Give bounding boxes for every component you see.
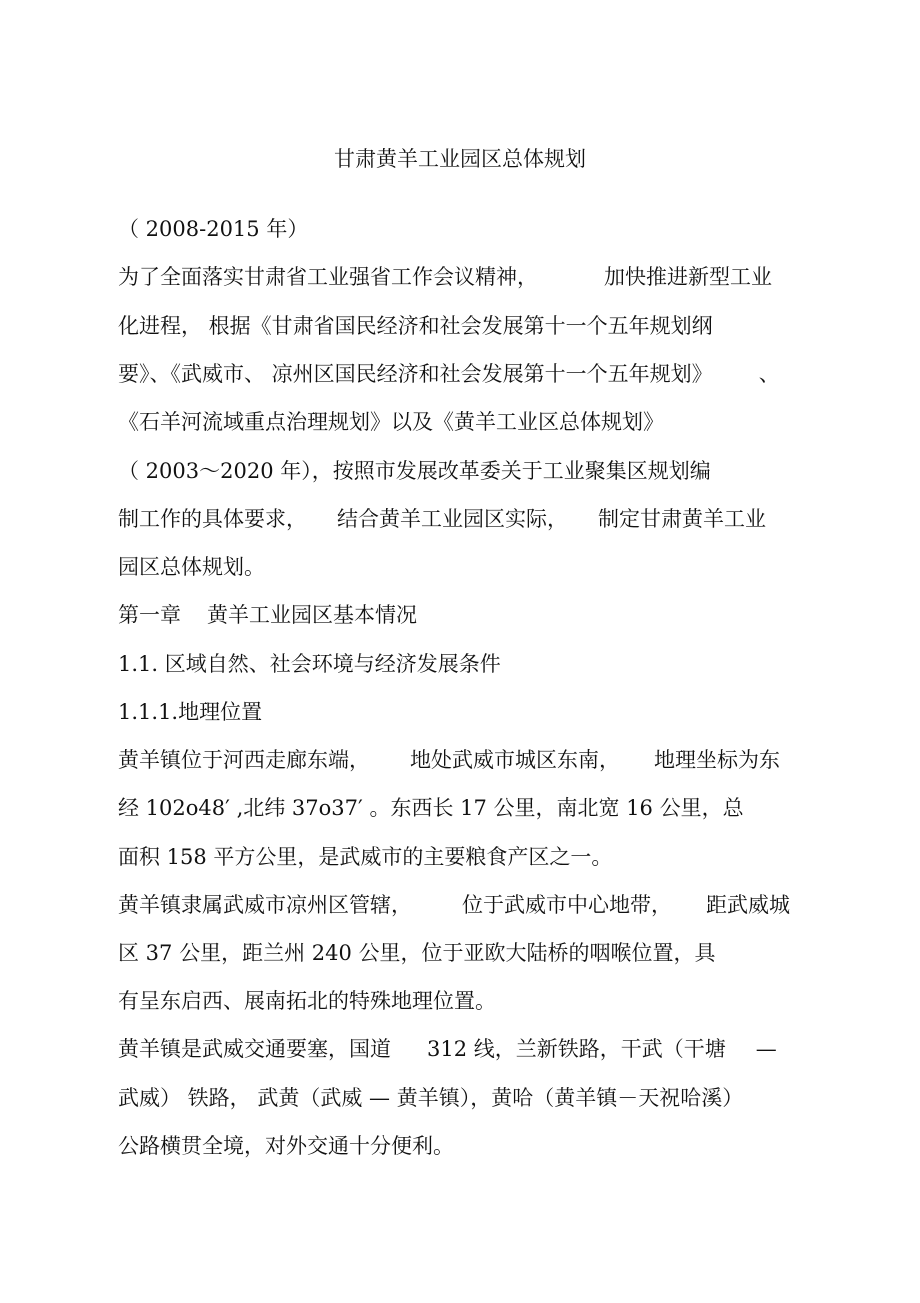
para-text: 黄羊镇隶属武威市凉州区管辖， xyxy=(118,893,412,917)
para-text: 黄羊镇是武威交通要塞，国道 xyxy=(118,1037,391,1061)
intro-line-2: 化进程， 根据《甘肃省国民经济和社会发展第十一个五年规划纲 xyxy=(118,314,713,338)
para-text: 位于武威市中心地带， xyxy=(462,893,672,917)
section-heading-1-1-1: 1.1.1.地理位置 xyxy=(118,700,263,724)
intro-text: 制工作的具体要求， xyxy=(118,507,307,531)
para-text: 312 线，兰新铁路，干武（干塘 xyxy=(427,1037,726,1061)
intro-line-6 xyxy=(118,504,766,534)
para-text: 地处武威市城区东南， xyxy=(410,748,620,772)
document-title: 甘肃黄羊工业园区总体规划 xyxy=(334,147,586,171)
intro-line-5: （ 2003～2020 年），按照市发展改革委关于工业聚集区规划编 xyxy=(118,459,711,483)
para3-line-2: 武威） 铁路， 武黄（武威 — 黄羊镇），黄哈（黄羊镇－天祝哈溪） xyxy=(118,1086,744,1110)
para3-line-1 xyxy=(118,1034,777,1064)
para-text: — xyxy=(755,1037,777,1061)
section-heading-1-1: 1.1. 区域自然、社会环境与经济发展条件 xyxy=(118,652,501,676)
intro-line-3 xyxy=(118,359,780,389)
para2-line-3: 有呈东启西、展南拓北的特殊地理位置。 xyxy=(118,989,496,1013)
para3-line-3: 公路横贯全境，对外交通十分便利。 xyxy=(118,1134,454,1158)
para1-line-3: 面积 158 平方公里，是武威市的主要粮食产区之一。 xyxy=(118,845,613,869)
intro-line-7: 园区总体规划。 xyxy=(118,555,265,579)
intro-text: 结合黄羊工业园区实际， xyxy=(337,507,568,531)
intro-line-4: 《石羊河流域重点治理规划》以及《黄羊工业区总体规划》 xyxy=(118,410,664,434)
document-years: （ 2008-2015 年） xyxy=(118,217,309,241)
chapter-number: 第一章 xyxy=(118,603,181,627)
intro-text: 要》、《武威市、 凉州区国民经济和社会发展第十一个五年规划》 xyxy=(118,362,713,386)
chapter-title: 黄羊工业园区基本情况 xyxy=(207,603,417,627)
para2-line-2: 区 37 公里，距兰州 240 公里，位于亚欧大陆桥的咽喉位置，具 xyxy=(118,941,716,965)
para-text: 距武威城 xyxy=(706,893,790,917)
intro-text: 制定甘肃黄羊工业 xyxy=(598,507,766,531)
intro-text: 为了全面落实甘肃省工业强省工作会议精神， xyxy=(118,265,538,289)
intro-text: 、 xyxy=(758,362,780,386)
intro-line-1 xyxy=(118,262,772,292)
intro-text: 加快推进新型工业 xyxy=(604,265,772,289)
chapter-heading xyxy=(118,600,417,630)
para1-line-2: 经 102o48′ ,北纬 37o37′ 。东西长 17 公里，南北宽 16 公里，总 xyxy=(118,796,744,820)
para-text: 黄羊镇位于河西走廊东端， xyxy=(118,748,370,772)
para-text: 地理坐标为东 xyxy=(654,748,780,772)
para1-line-1 xyxy=(118,745,780,775)
para2-line-1 xyxy=(118,890,790,920)
